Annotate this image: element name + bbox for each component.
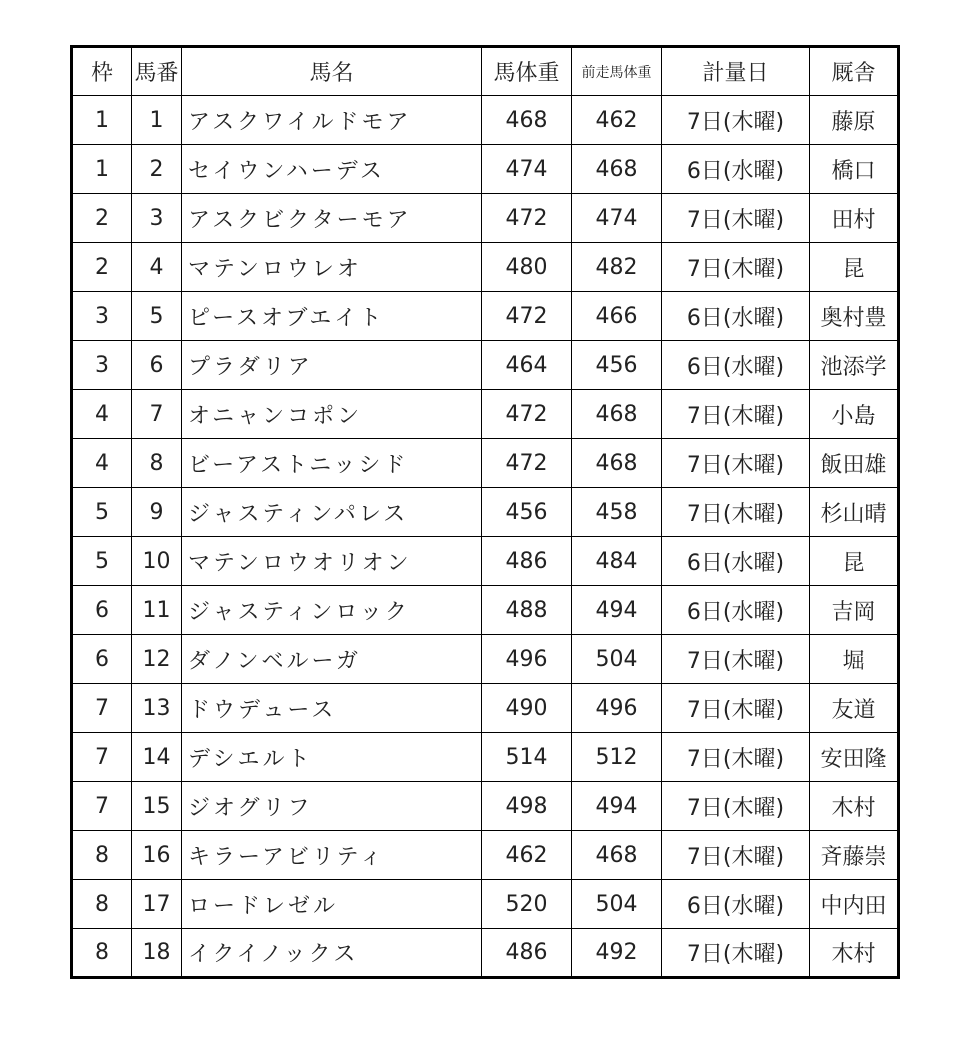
cell-waku: 8 — [72, 880, 132, 929]
cell-name: デシエルト — [182, 733, 482, 782]
table-body — [72, 96, 899, 978]
cell-umaban: 13 — [132, 684, 182, 733]
cell-prev-weight: 468 — [572, 439, 662, 488]
cell-umaban: 2 — [132, 145, 182, 194]
cell-waku: 3 — [72, 292, 132, 341]
cell-umaban: 11 — [132, 586, 182, 635]
cell-waku: 8 — [72, 831, 132, 880]
cell-prev-weight: 494 — [572, 586, 662, 635]
table-row — [72, 96, 899, 145]
cell-date: 7日(木曜) — [662, 733, 810, 782]
table-row — [72, 390, 899, 439]
cell-date: 7日(木曜) — [662, 635, 810, 684]
horse-weight-table — [70, 45, 900, 979]
cell-weight: 488 — [482, 586, 572, 635]
cell-stable: 吉岡 — [810, 586, 899, 635]
table-row — [72, 145, 899, 194]
cell-stable: 斉藤崇 — [810, 831, 899, 880]
cell-umaban: 5 — [132, 292, 182, 341]
cell-prev-weight: 504 — [572, 880, 662, 929]
cell-umaban: 4 — [132, 243, 182, 292]
cell-date: 7日(木曜) — [662, 684, 810, 733]
table-row — [72, 243, 899, 292]
cell-stable: 藤原 — [810, 96, 899, 145]
header-waku: 枠 — [72, 47, 132, 96]
cell-weight: 486 — [482, 537, 572, 586]
cell-waku: 6 — [72, 586, 132, 635]
cell-name: ドウデュース — [182, 684, 482, 733]
cell-stable: 田村 — [810, 194, 899, 243]
cell-weight: 472 — [482, 390, 572, 439]
cell-stable: 小島 — [810, 390, 899, 439]
cell-weight: 486 — [482, 929, 572, 978]
cell-stable: 昆 — [810, 537, 899, 586]
cell-weight: 520 — [482, 880, 572, 929]
cell-date: 6日(水曜) — [662, 880, 810, 929]
cell-weight: 464 — [482, 341, 572, 390]
cell-name: オニャンコポン — [182, 390, 482, 439]
table-row — [72, 537, 899, 586]
header-date: 計量日 — [662, 47, 810, 96]
table-row — [72, 635, 899, 684]
header-prev-weight: 前走馬体重 — [572, 47, 662, 96]
cell-waku: 2 — [72, 243, 132, 292]
header-umaban: 馬番 — [132, 47, 182, 96]
cell-name: ジオグリフ — [182, 782, 482, 831]
cell-date: 7日(木曜) — [662, 831, 810, 880]
cell-stable: 安田隆 — [810, 733, 899, 782]
cell-prev-weight: 484 — [572, 537, 662, 586]
cell-umaban: 15 — [132, 782, 182, 831]
header-name: 馬名 — [182, 47, 482, 96]
cell-date: 6日(水曜) — [662, 145, 810, 194]
cell-weight: 496 — [482, 635, 572, 684]
cell-name: ダノンベルーガ — [182, 635, 482, 684]
cell-weight: 472 — [482, 439, 572, 488]
table-row — [72, 929, 899, 978]
cell-stable: 昆 — [810, 243, 899, 292]
header-weight: 馬体重 — [482, 47, 572, 96]
cell-date: 6日(水曜) — [662, 537, 810, 586]
cell-waku: 3 — [72, 341, 132, 390]
cell-prev-weight: 462 — [572, 96, 662, 145]
cell-date: 7日(木曜) — [662, 782, 810, 831]
cell-umaban: 7 — [132, 390, 182, 439]
cell-stable: 木村 — [810, 929, 899, 978]
cell-weight: 480 — [482, 243, 572, 292]
cell-umaban: 9 — [132, 488, 182, 537]
cell-date: 7日(木曜) — [662, 96, 810, 145]
cell-stable: 杉山晴 — [810, 488, 899, 537]
cell-umaban: 16 — [132, 831, 182, 880]
cell-date: 7日(木曜) — [662, 390, 810, 439]
table-row — [72, 733, 899, 782]
cell-waku: 5 — [72, 537, 132, 586]
cell-name: セイウンハーデス — [182, 145, 482, 194]
header-stable: 厩舎 — [810, 47, 899, 96]
cell-stable: 飯田雄 — [810, 439, 899, 488]
cell-date: 7日(木曜) — [662, 439, 810, 488]
cell-stable: 橋口 — [810, 145, 899, 194]
table-row — [72, 488, 899, 537]
cell-prev-weight: 456 — [572, 341, 662, 390]
cell-name: マテンロウオリオン — [182, 537, 482, 586]
cell-weight: 456 — [482, 488, 572, 537]
cell-prev-weight: 468 — [572, 390, 662, 439]
cell-prev-weight: 492 — [572, 929, 662, 978]
cell-weight: 468 — [482, 96, 572, 145]
cell-umaban: 14 — [132, 733, 182, 782]
cell-weight: 514 — [482, 733, 572, 782]
cell-prev-weight: 512 — [572, 733, 662, 782]
cell-umaban: 8 — [132, 439, 182, 488]
cell-date: 7日(木曜) — [662, 488, 810, 537]
table-row — [72, 292, 899, 341]
cell-waku: 6 — [72, 635, 132, 684]
cell-weight: 490 — [482, 684, 572, 733]
cell-umaban: 6 — [132, 341, 182, 390]
cell-name: ジャスティンロック — [182, 586, 482, 635]
cell-name: イクイノックス — [182, 929, 482, 978]
cell-waku: 1 — [72, 145, 132, 194]
cell-name: ジャスティンパレス — [182, 488, 482, 537]
cell-waku: 7 — [72, 782, 132, 831]
table-row — [72, 439, 899, 488]
cell-prev-weight: 482 — [572, 243, 662, 292]
cell-stable: 中内田 — [810, 880, 899, 929]
cell-name: キラーアビリティ — [182, 831, 482, 880]
cell-date: 7日(木曜) — [662, 194, 810, 243]
cell-waku: 4 — [72, 390, 132, 439]
cell-weight: 472 — [482, 194, 572, 243]
cell-prev-weight: 496 — [572, 684, 662, 733]
cell-name: ビーアストニッシド — [182, 439, 482, 488]
cell-waku: 1 — [72, 96, 132, 145]
cell-date: 6日(水曜) — [662, 341, 810, 390]
cell-name: プラダリア — [182, 341, 482, 390]
header-row — [72, 47, 899, 96]
cell-weight: 498 — [482, 782, 572, 831]
cell-prev-weight: 474 — [572, 194, 662, 243]
table-row — [72, 684, 899, 733]
cell-umaban: 10 — [132, 537, 182, 586]
cell-umaban: 18 — [132, 929, 182, 978]
table-row — [72, 341, 899, 390]
cell-stable: 池添学 — [810, 341, 899, 390]
cell-stable: 友道 — [810, 684, 899, 733]
cell-name: ピースオブエイト — [182, 292, 482, 341]
cell-prev-weight: 458 — [572, 488, 662, 537]
cell-date: 7日(木曜) — [662, 243, 810, 292]
cell-waku: 4 — [72, 439, 132, 488]
cell-waku: 2 — [72, 194, 132, 243]
cell-weight: 474 — [482, 145, 572, 194]
cell-umaban: 3 — [132, 194, 182, 243]
cell-stable: 奥村豊 — [810, 292, 899, 341]
table-row — [72, 194, 899, 243]
cell-stable: 堀 — [810, 635, 899, 684]
cell-umaban: 1 — [132, 96, 182, 145]
table-row — [72, 831, 899, 880]
cell-umaban: 17 — [132, 880, 182, 929]
cell-prev-weight: 494 — [572, 782, 662, 831]
cell-prev-weight: 504 — [572, 635, 662, 684]
table-row — [72, 782, 899, 831]
table-row — [72, 880, 899, 929]
cell-prev-weight: 468 — [572, 831, 662, 880]
cell-waku: 5 — [72, 488, 132, 537]
cell-waku: 7 — [72, 733, 132, 782]
cell-weight: 462 — [482, 831, 572, 880]
cell-name: ロードレゼル — [182, 880, 482, 929]
cell-weight: 472 — [482, 292, 572, 341]
table-row — [72, 586, 899, 635]
cell-waku: 7 — [72, 684, 132, 733]
cell-prev-weight: 466 — [572, 292, 662, 341]
cell-umaban: 12 — [132, 635, 182, 684]
cell-stable: 木村 — [810, 782, 899, 831]
cell-date: 6日(水曜) — [662, 586, 810, 635]
cell-waku: 8 — [72, 929, 132, 978]
cell-name: アスクワイルドモア — [182, 96, 482, 145]
cell-name: マテンロウレオ — [182, 243, 482, 292]
table-header — [72, 47, 899, 96]
cell-date: 7日(木曜) — [662, 929, 810, 978]
cell-date: 6日(水曜) — [662, 292, 810, 341]
cell-name: アスクビクターモア — [182, 194, 482, 243]
cell-prev-weight: 468 — [572, 145, 662, 194]
